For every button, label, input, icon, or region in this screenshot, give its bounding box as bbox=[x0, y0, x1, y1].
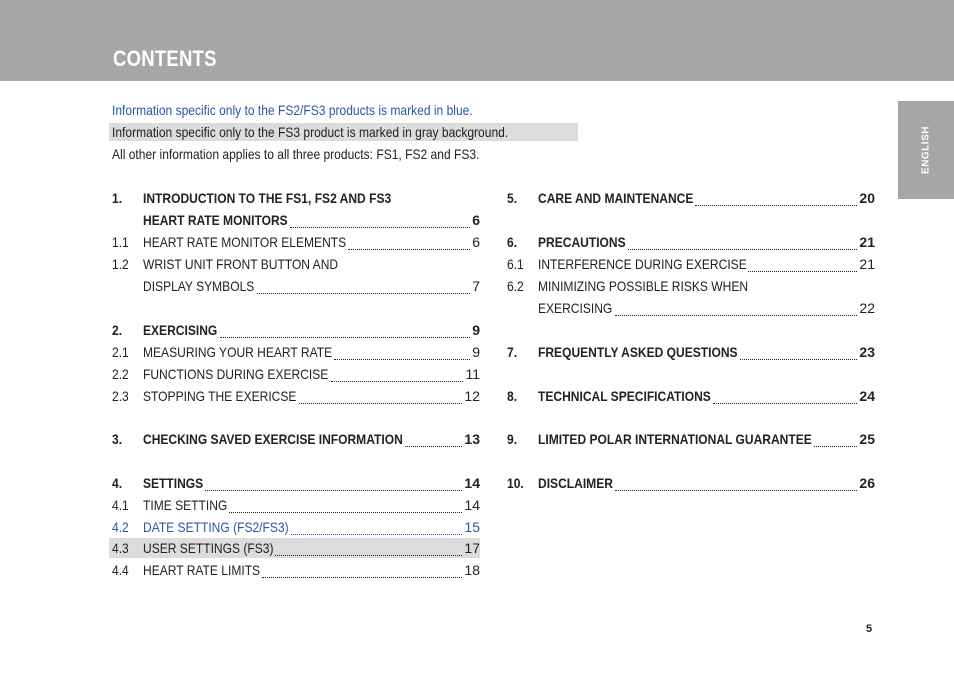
toc-entry bbox=[504, 429, 875, 449]
toc-entry bbox=[504, 386, 875, 406]
toc-entry bbox=[109, 386, 480, 406]
toc-leader-dots bbox=[205, 476, 462, 491]
toc-entry-label: EXERCISING bbox=[143, 322, 218, 338]
toc-entry-number: 2.1 bbox=[112, 344, 129, 360]
toc-entry-page: 15 bbox=[464, 519, 480, 535]
toc-entry bbox=[109, 538, 480, 558]
toc-entry-label: TIME SETTING bbox=[143, 497, 228, 513]
toc-entry bbox=[109, 276, 480, 296]
toc-entry-page: 6 bbox=[472, 234, 480, 250]
toc-entry-number: 2. bbox=[112, 322, 123, 338]
toc-entry-page: 6 bbox=[472, 212, 480, 228]
toc-entry-number: 3. bbox=[112, 431, 123, 447]
info-gray-note: Information specific only to the FS3 product is marked in gray background. bbox=[109, 123, 578, 141]
toc-entry-label: HEART RATE MONITORS bbox=[143, 212, 288, 228]
toc-leader-dots bbox=[615, 301, 858, 316]
toc-entry-label: DISCLAIMER bbox=[538, 475, 613, 491]
toc-entry-number: 8. bbox=[507, 388, 518, 404]
toc-leader-dots bbox=[695, 191, 857, 206]
toc-entry bbox=[504, 276, 875, 296]
toc-entry-page: 14 bbox=[464, 497, 480, 513]
toc-entry-label: STOPPING THE EXERICSE bbox=[143, 388, 297, 404]
toc-entry-label: HEART RATE MONITOR ELEMENTS bbox=[143, 234, 347, 250]
toc-entry bbox=[109, 254, 480, 274]
toc-leader-dots bbox=[628, 235, 858, 250]
toc-entry-page: 9 bbox=[472, 322, 480, 338]
toc-entry-number bbox=[112, 278, 142, 294]
toc-entry-page: 22 bbox=[859, 300, 875, 316]
toc-entry-page: 13 bbox=[464, 431, 480, 447]
toc-entry-label: MINIMIZING POSSIBLE RISKS WHEN bbox=[538, 278, 749, 294]
toc-entry-number bbox=[507, 300, 537, 316]
toc-entry-number: 7. bbox=[507, 344, 518, 360]
toc-leader-dots bbox=[229, 498, 462, 513]
toc-entry-number: 6.2 bbox=[507, 278, 524, 294]
toc-entry-number: 4.2 bbox=[112, 519, 129, 535]
page-header bbox=[0, 0, 954, 81]
toc-leader-dots bbox=[331, 367, 464, 382]
toc-entry bbox=[504, 298, 875, 318]
toc-entry-label: INTRODUCTION TO THE FS1, FS2 AND FS3 bbox=[143, 190, 392, 206]
toc-entry-label: FREQUENTLY ASKED QUESTIONS bbox=[538, 344, 738, 360]
toc-entry-label: SETTINGS bbox=[143, 475, 204, 491]
toc-entry bbox=[109, 188, 480, 208]
toc-entry-label: MEASURING YOUR HEART RATE bbox=[143, 344, 333, 360]
toc-entry bbox=[109, 560, 480, 580]
toc-entry-label: DISPLAY SYMBOLS bbox=[143, 278, 255, 294]
toc-entry-page: 25 bbox=[859, 431, 875, 447]
toc-leader-dots bbox=[220, 323, 471, 338]
page-title: CONTENTS bbox=[113, 46, 217, 71]
toc-entry bbox=[504, 254, 875, 274]
toc-leader-dots bbox=[748, 257, 857, 272]
toc-leader-dots bbox=[814, 432, 857, 447]
toc-entry bbox=[109, 429, 480, 449]
language-tab bbox=[898, 101, 954, 199]
toc-entry-page: 26 bbox=[859, 475, 875, 491]
toc-entry-page: 9 bbox=[472, 344, 480, 360]
toc-entry-number: 1.1 bbox=[112, 234, 129, 250]
toc-entry-label: PRECAUTIONS bbox=[538, 234, 626, 250]
toc-entry-number: 2.3 bbox=[112, 388, 129, 404]
language-tab-label: ENGLISH bbox=[920, 126, 932, 174]
toc-entry bbox=[109, 517, 480, 537]
toc-leader-dots bbox=[275, 541, 462, 556]
toc-entry-number: 6. bbox=[507, 234, 518, 250]
toc-entry bbox=[109, 473, 480, 493]
toc-entry bbox=[109, 495, 480, 515]
toc-entry-page: 21 bbox=[859, 256, 875, 272]
toc-entry-label: DATE SETTING (FS2/FS3) bbox=[143, 519, 289, 535]
toc-leader-dots bbox=[740, 345, 858, 360]
toc-entry-number: 4. bbox=[112, 475, 123, 491]
toc-entry-number: 4.3 bbox=[112, 540, 129, 556]
toc-entry-page: 11 bbox=[465, 366, 480, 382]
toc-entry-number: 4.1 bbox=[112, 497, 129, 513]
toc-leader-dots bbox=[290, 213, 470, 228]
toc-leader-dots bbox=[299, 389, 463, 404]
toc-entry-number bbox=[112, 212, 142, 228]
toc-entry-number: 9. bbox=[507, 431, 518, 447]
page-number: 5 bbox=[866, 623, 873, 635]
toc-entry-page: 21 bbox=[859, 234, 875, 250]
toc-entry bbox=[109, 320, 480, 340]
toc-entry-label: CHECKING SAVED EXERCISE INFORMATION bbox=[143, 431, 403, 447]
toc-entry bbox=[109, 210, 480, 230]
toc-leader-dots bbox=[615, 476, 857, 491]
toc-entry bbox=[504, 342, 875, 362]
toc-entry bbox=[504, 473, 875, 493]
toc-entry-label: USER SETTINGS (FS3) bbox=[143, 540, 274, 556]
toc-entry-page: 18 bbox=[464, 562, 480, 578]
toc-entry-number: 5. bbox=[507, 190, 518, 206]
toc-entry-label: HEART RATE LIMITS bbox=[143, 562, 261, 578]
toc-entry-page: 24 bbox=[859, 388, 875, 404]
toc-entry-page: 12 bbox=[464, 388, 480, 404]
toc-entry-number: 2.2 bbox=[112, 366, 129, 382]
toc-entry-page: 14 bbox=[464, 475, 480, 491]
toc-leader-dots bbox=[405, 432, 463, 447]
toc-leader-dots bbox=[348, 235, 470, 250]
toc-leader-dots bbox=[262, 563, 462, 578]
toc-entry bbox=[504, 232, 875, 252]
toc-entry-label: INTERFERENCE DURING EXERCISE bbox=[538, 256, 747, 272]
toc-entry-number: 6.1 bbox=[507, 256, 524, 272]
toc-entry-label: FUNCTIONS DURING EXERCISE bbox=[143, 366, 329, 382]
toc-entry-number: 4.4 bbox=[112, 562, 129, 578]
toc-entry bbox=[109, 232, 480, 252]
toc-entry-label: WRIST UNIT FRONT BUTTON AND bbox=[143, 256, 339, 272]
info-blue-note: Information specific only to the FS2/FS3 products is marked in blue. bbox=[112, 102, 473, 118]
toc-entry-page: 7 bbox=[472, 278, 480, 294]
toc-entry bbox=[504, 188, 875, 208]
toc-entry-page: 20 bbox=[859, 190, 875, 206]
toc-right-column bbox=[504, 188, 875, 588]
toc-entry-number: 1. bbox=[112, 190, 123, 206]
toc-entry-number: 10. bbox=[507, 475, 524, 491]
toc-entry-label: TECHNICAL SPECIFICATIONS bbox=[538, 388, 711, 404]
toc-entry bbox=[109, 364, 480, 384]
toc-leader-dots bbox=[334, 345, 470, 360]
toc-entry-label: EXERCISING bbox=[538, 300, 613, 316]
toc-entry-page: 17 bbox=[464, 540, 480, 556]
toc-leader-dots bbox=[291, 520, 463, 535]
toc-leader-dots bbox=[713, 389, 858, 404]
toc-entry bbox=[109, 342, 480, 362]
toc-left-column bbox=[109, 188, 480, 588]
toc-entry-number: 1.2 bbox=[112, 256, 129, 272]
info-plain-note: All other information applies to all three products: FS1, FS2 and FS3. bbox=[112, 146, 480, 162]
toc-leader-dots bbox=[257, 279, 470, 294]
toc-entry-page: 23 bbox=[859, 344, 875, 360]
toc-entry-label: LIMITED POLAR INTERNATIONAL GUARANTEE bbox=[538, 431, 812, 447]
toc-entry-label: CARE AND MAINTENANCE bbox=[538, 190, 694, 206]
